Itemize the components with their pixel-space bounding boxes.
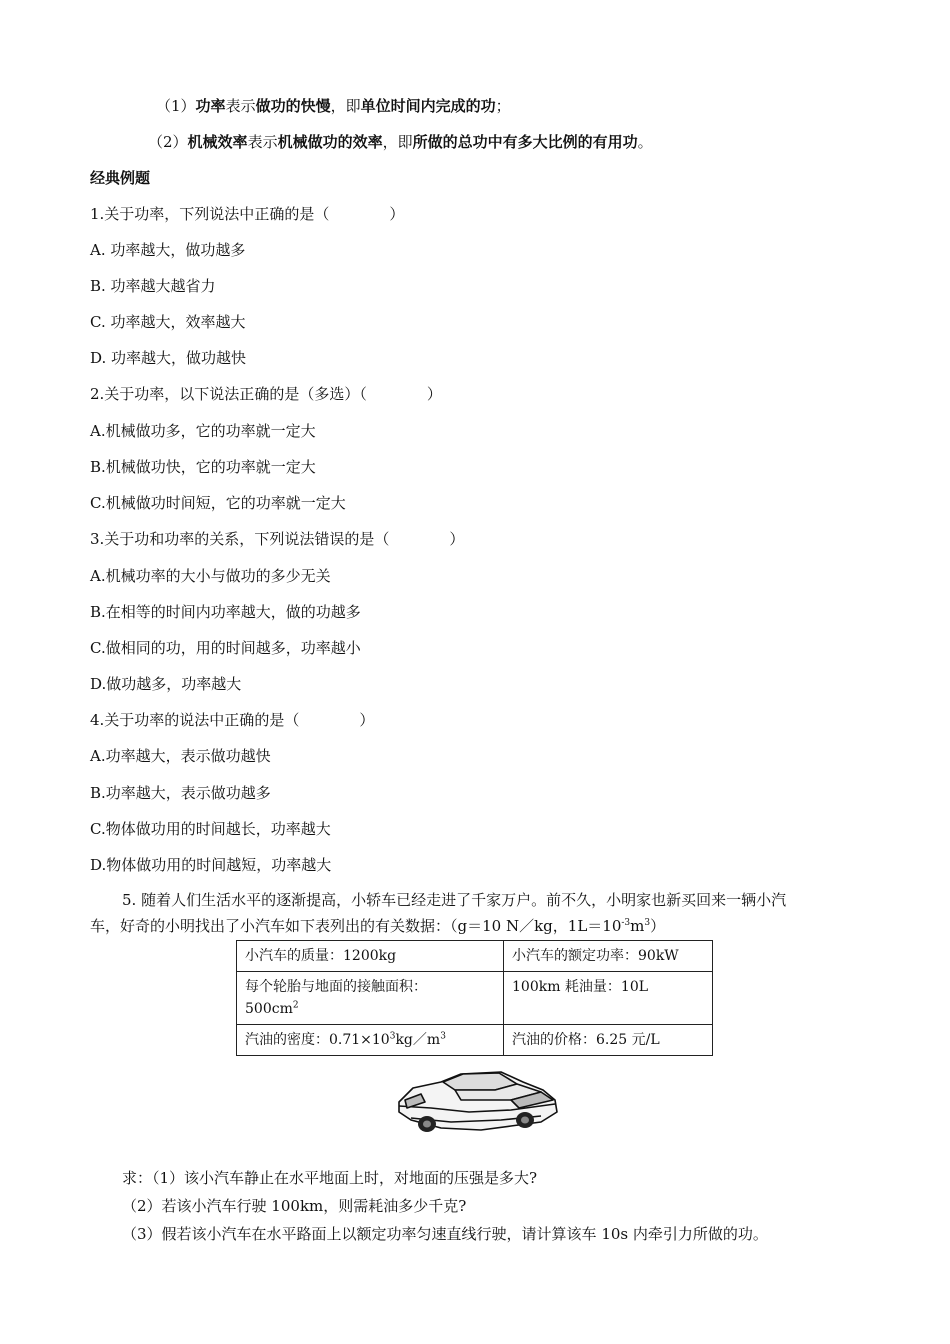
intro-line-1 [156,96,511,116]
question-5-stem-line-1: 5. 随着人们生活水平的逐渐提高，小轿车已经走进了千家万户。前不久，小明家也新买回来一辆小汽 [122,891,787,909]
car-data-table [236,940,713,1056]
question-4-option-b: B.功率越大，表示做功越多 [90,784,271,802]
table-cell-mass: 小汽车的质量：1200kg [237,941,504,972]
table-row [237,941,713,972]
stem-text: ） [650,917,666,935]
exponent: 3 [440,1031,446,1042]
intro-text: ，即 [382,133,413,151]
exponent: 3 [389,1031,396,1042]
table-row [237,972,713,1025]
question-5-ask-3: （3）假若该小汽车在水平路面上以额定功率匀速直线行驶，请计算该车 10s 内牵引力所做的功。 [122,1225,768,1243]
question-3-option-c: C.做相同的功，用的时间越多，功率越小 [90,639,361,657]
cell-value: 500cm [245,1001,293,1017]
question-5-ask-2: （2）若该小汽车行驶 100km，则需耗油多少千克? [122,1197,467,1215]
intro-text: （2） [148,133,188,151]
question-1-option-b: B. 功率越大越省力 [90,277,216,295]
question-5-ask-1: 求：（1）该小汽车静止在水平地面上时，对地面的压强是多大? [122,1169,538,1187]
question-5-stem-line-2 [90,916,665,936]
question-3-option-b: B.在相等的时间内功率越大，做的功越多 [90,603,361,621]
table-row [237,1025,713,1056]
question-3-option-d: D.做功越多，功率越大 [90,675,242,693]
question-1-option-d: D. 功率越大，做功越快 [90,349,247,367]
cell-text: 每个轮胎与地面的接触面积： [245,979,427,995]
question-1-option-a: A. 功率越大，做功越多 [90,241,246,259]
question-4-option-c: C.物体做功用的时间越长，功率越大 [90,820,331,838]
question-1-option-c: C. 功率越大，效率越大 [90,313,246,331]
question-4-stem: 4.关于功率的说法中正确的是（ ） [90,711,375,729]
intro-text: ； [495,97,511,115]
question-2-option-a: A.机械做功多，它的功率就一定大 [90,422,316,440]
intro-bold-text: 功率 [195,97,226,115]
intro-bold-text: 做功的快慢 [255,97,331,115]
table-cell-rated-power: 小汽车的额定功率：90kW [504,941,713,972]
car-illustration-icon [391,1068,561,1138]
question-3-stem: 3.关于功和功率的关系，下列说法错误的是（ ） [90,530,465,548]
stem-text: 车，好奇的小明找出了小汽车如下表列出的有关数据：（g＝10 N／kg，1L＝10 [90,917,622,935]
cell-text: kg／m [395,1032,441,1048]
table-cell-fuel-consumption: 100km 耗油量：10L [504,972,713,1025]
stem-text: m [630,917,645,935]
cell-text: 汽油的密度：0.71×10 [245,1032,390,1048]
section-heading: 经典例题 [90,169,151,187]
table-cell-density [237,1025,504,1056]
exponent: 2 [292,1000,299,1011]
question-1-stem: 1.关于功率，下列说法中正确的是（ ） [90,205,405,223]
intro-text: 。 [637,133,653,151]
intro-bold-text: 机械做功的效率 [277,133,383,151]
exponent: -3 [621,918,631,928]
intro-text: （1） [156,97,196,115]
cell-text [245,998,495,1020]
intro-text: ，即 [330,97,361,115]
question-4-option-d: D.物体做功用的时间越短，功率越大 [90,856,332,874]
question-2-option-b: B.机械做功快，它的功率就一定大 [90,458,316,476]
intro-text: 表示 [247,133,278,151]
table-cell-contact-area [237,972,504,1025]
exponent: 3 [644,918,651,928]
table-cell-price: 汽油的价格：6.25 元/L [504,1025,713,1056]
intro-text: 表示 [225,97,256,115]
question-4-option-a: A.功率越大，表示做功越快 [90,747,271,765]
intro-bold-text: 所做的总功中有多大比例的有用功 [412,133,638,151]
question-3-option-a: A.机械功率的大小与做功的多少无关 [90,567,331,585]
intro-bold-text: 机械效率 [187,133,248,151]
question-2-option-c: C.机械做功时间短，它的功率就一定大 [90,494,346,512]
intro-line-2 [148,132,653,152]
intro-bold-text: 单位时间内完成的功 [360,97,496,115]
question-2-stem: 2.关于功率，以下说法正确的是（多选）（ ） [90,385,442,403]
